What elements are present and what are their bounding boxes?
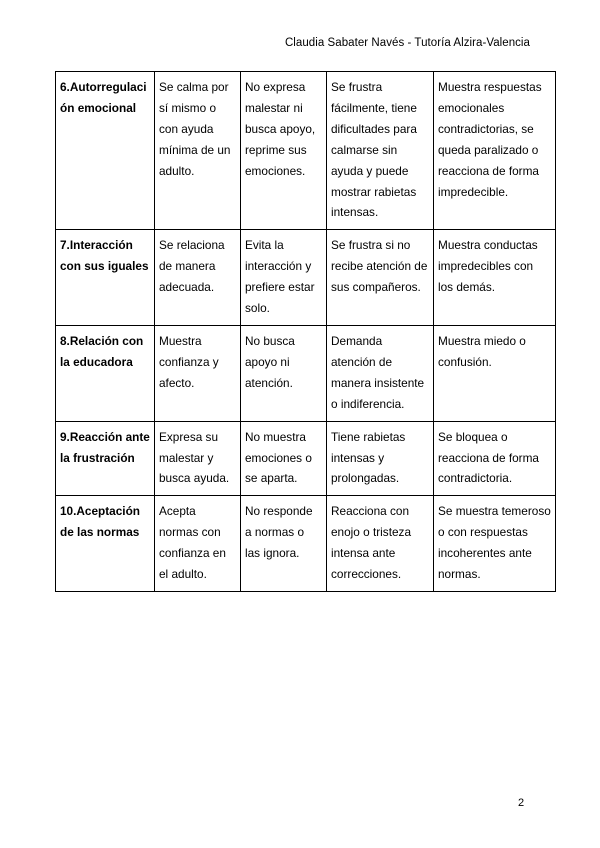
criterion-cell: 6.Autorregulación emocional — [56, 72, 155, 230]
criterion-cell: 9.Reacción ante la frustración — [56, 421, 155, 496]
table-cell: Muestra confianza y afecto. — [155, 325, 241, 421]
table-cell: Se frustra si no recibe atención de sus compañeros. — [327, 230, 434, 326]
table-cell: No busca apoyo ni atención. — [241, 325, 327, 421]
table-cell: Acepta normas con confianza en el adulto. — [155, 496, 241, 592]
table-row — [56, 72, 556, 230]
page-number: 2 — [518, 797, 525, 809]
table-cell: Reacciona con enojo o tristeza intensa ante correcciones. — [327, 496, 434, 592]
table-cell: Muestra miedo o confusión. — [434, 325, 556, 421]
table-cell: Se muestra temeroso o con respuestas incoherentes ante normas. — [434, 496, 556, 592]
rubric-table — [55, 71, 556, 592]
table-cell: No expresa malestar ni busca apoyo, reprime sus emociones. — [241, 72, 327, 230]
table-cell: Demanda atención de manera insistente o indiferencia. — [327, 325, 434, 421]
table-cell: No muestra emociones o se aparta. — [241, 421, 327, 496]
table-cell: Muestra respuestas emocionales contradictorias, se queda paralizado o reacciona de forma impredecible. — [434, 72, 556, 230]
table-cell: No responde a normas o las ignora. — [241, 496, 327, 592]
table-cell: Expresa su malestar y busca ayuda. — [155, 421, 241, 496]
table-cell: Muestra conductas impredecibles con los demás. — [434, 230, 556, 326]
table-cell: Se frustra fácilmente, tiene dificultades para calmarse sin ayuda y puede mostrar rabietas intensas. — [327, 72, 434, 230]
table-cell: Se relaciona de manera adecuada. — [155, 230, 241, 326]
table-row — [56, 496, 556, 592]
criterion-cell: 7.Interacción con sus iguales — [56, 230, 155, 326]
criterion-cell: 10.Aceptación de las normas — [56, 496, 155, 592]
table-cell: Tiene rabietas intensas y prolongadas. — [327, 421, 434, 496]
criterion-cell: 8.Relación con la educadora — [56, 325, 155, 421]
table-row — [56, 421, 556, 496]
page-header: Claudia Sabater Navés - Tutoría Alzira-Valencia — [284, 37, 530, 49]
table-cell: Se bloquea o reacciona de forma contradictoria. — [434, 421, 556, 496]
table-row — [56, 325, 556, 421]
table-cell: Se calma por sí mismo o con ayuda mínima de un adulto. — [155, 72, 241, 230]
table-cell: Evita la interacción y prefiere estar solo. — [241, 230, 327, 326]
table-row — [56, 230, 556, 326]
